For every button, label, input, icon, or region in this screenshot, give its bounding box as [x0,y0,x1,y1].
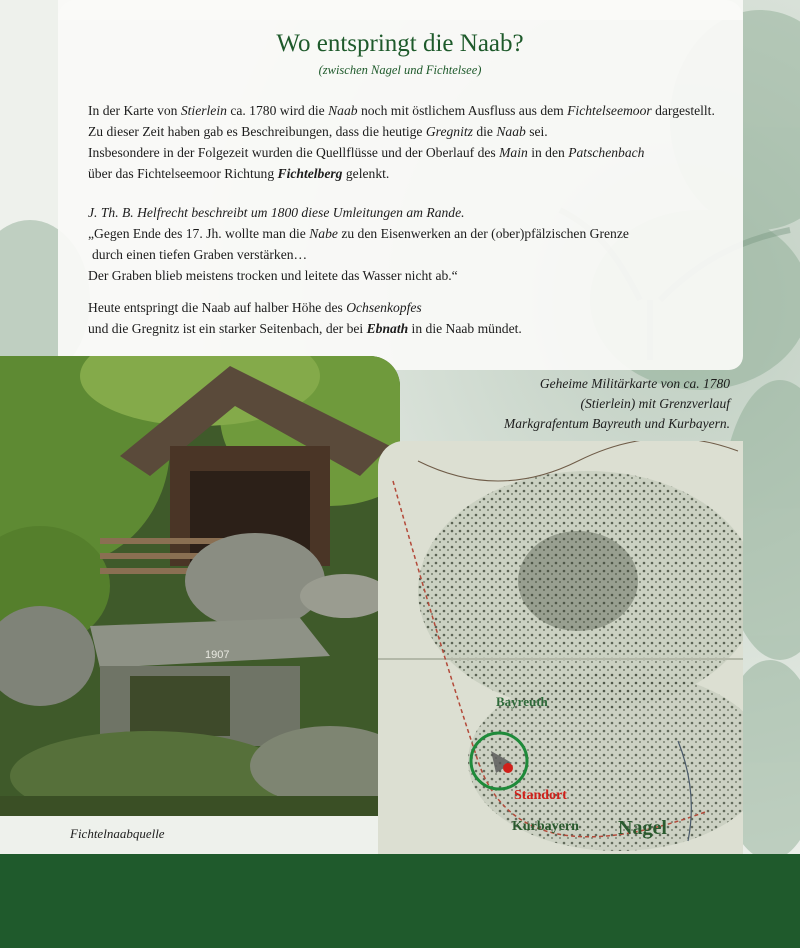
quote-paragraph [88,202,629,286]
photo-caption: Fichtelnaabquelle [70,826,165,841]
well-inscription: 1907 [205,649,230,661]
map-label-kurbayern: Kurbayern [512,819,579,834]
map-label-nagel: Nagel [618,817,667,839]
text-line: Heute entspringt die Naab auf halber Höhe des Ochsenkopfes [88,300,422,315]
text-line: Insbesondere in der Folgezeit wurden die Quellflüsse und der Oberlauf des Main in den Patschenbach [88,145,645,160]
quote-lead: J. Th. B. Helfrecht beschreibt um 1800 diese Umleitungen am Rande. [88,205,465,220]
text-line: Zu dieser Zeit haben gab es Beschreibungen, dass die heutige Gregnitz die Naab sei. [88,124,548,139]
text-line: Der Graben blieb meistens trocken und leitete das Wasser nicht ab.“ [88,268,458,283]
spring-photo [0,356,400,816]
map-label-standort: Standort [514,788,567,803]
text-line: „Gegen Ende des 17. Jh. wollte man die Nabe zu den Eisenwerken an der (ober)pfälzischen Grenze [88,226,629,241]
text-line: In der Karte von Stierlein ca. 1780 wird die Naab noch mit östlichem Ausfluss aus dem Fichtelseemoor dargestellt. [88,103,715,118]
map-caption: Geheime Militärkarte von ca. 1780 (Stierlein) mit Grenzverlauf Markgrafentum Bayreuth und Kurbayern. [504,376,730,431]
intro-paragraph [88,100,715,184]
spring-photo-image [0,356,400,816]
map-label-bayreuth: Bayreuth [496,694,548,709]
footer-bar [0,854,800,948]
text-line: über das Fichtelseemoor Richtung Fichtelberg gelenkt. [88,166,390,181]
historic-map [378,441,743,855]
page-subtitle: (zwischen Nagel und Fichtelsee) [318,63,482,77]
location-dot-icon [503,763,513,773]
page-title: Wo entspringt die Naab? [276,30,524,57]
text-line: durch einen tiefen Graben verstärken… [92,247,308,262]
conclusion-paragraph [88,297,522,339]
text-line: und die Gregnitz ist ein starker Seitenbach, der bei Ebnath in die Naab mündet. [88,321,522,336]
